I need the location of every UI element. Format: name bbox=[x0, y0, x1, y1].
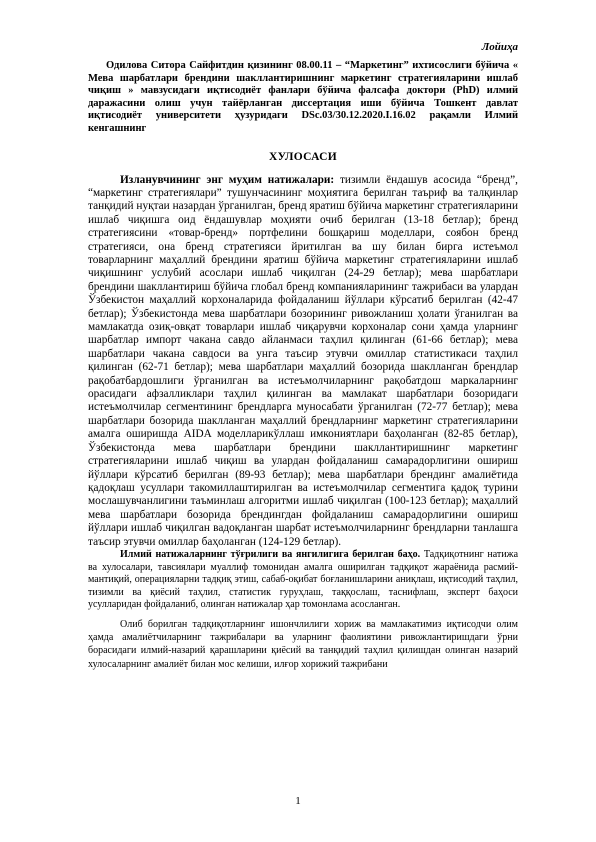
council-intro: Одилова Ситора Сайфитдин қизининг 08.00.11 – “Маркетинг” ихтисослиги бўйича « Мева шарбатлари брендини шакллантиришнинг маркетинг стратегияларини ишлаб чиқиш » мавзусидаги иқтисодиёт фанлари бўйича фалсафа доктори (PhD) илмий даражасини олиш учун тайёрланган диссертация иши бўйича Тошкент давлат иқтисодиёт университети ҳузуридаги DSc.03/30.12.2020.I.16.02 рақамли Илмий кенгашнинг bbox=[88, 60, 518, 134]
section-heading: ХУЛОСАСИ bbox=[269, 150, 337, 163]
assessment-body: Тадқиқотнинг натижа ва хулосалари, тавсиялари муаллиф томонидан амалга оширилган тадқиқот жараёнида расмий-мантиқий, операцияларни тадқиқ этиш, сабаб-оқибат боғланишларини аниқлаш, иқтисодий таҳлил, тизимли ва қиёсий таҳлил, статистик гуруҳлаш, таққослаш, таснифлаш, эксперт баҳоси усулларидан фойдаланиб, олинган натижалар ҳар томонлама асосланган. bbox=[88, 548, 519, 611]
page-content bbox=[88, 40, 518, 671]
assessment-lead: Илмий натижаларнинг тўғрилиги ва янгилигига берилган баҳо. bbox=[120, 548, 421, 560]
page-number: 1 bbox=[295, 795, 301, 807]
key-results-lead: Изланувчининг энг муҳим натижалари: bbox=[120, 173, 335, 186]
reliability-paragraph: Олиб борилган тадқиқотларнинг ишончлилиги хориж ва мамлакатимиз иқтисодчи олим ҳамда амалиётчиларнинг тажрибалари ва уларнинг фаолиятини ривожлантиришдаги ўрни борасидаги илмий-назарий қарашларини қиёсий ва танқидий таҳлил қилишдан олинган назарий хулосаларнинг амалиёт билан мос келиши, илғор хорижий тажрибани bbox=[88, 618, 518, 670]
assessment-paragraph bbox=[88, 549, 518, 612]
key-results-paragraph bbox=[88, 174, 518, 549]
draft-label: Лойиҳа bbox=[481, 41, 518, 53]
key-results-body: тизимли ёндашув асосида “бренд”, “маркетинг стратегиялари” тушунчасининг моҳиятига берилган таъриф ва талқинлар танқидий нуқтаи назардан ўрганилган, бренд яратиш бўйича маркетинг стратегияларини ишлаб чиқишга оид ёндашувлар моҳияти очиб берилган (13-18 бетлар); бренд стратегиясини «товар-бренд» портфелини бошқариш моделлари, соябон бренд стратегияси, она бренд стратегияси йритилган ва шу билан бирга истеъмол товарларнинг маҳаллий брендини яратиш бўйича маркетинг стратегияларини ишлаб чиқишнинг услубий асослари ишлаб чиқилган (24-29 бетлар); мева шарбатлари брендини шакллантириш бўйича глобал бренд компанияларининг тажрибаси ва улардан Ўзбекистон маҳаллий корхоналарида фойдаланиш йўллари кўрсатиб берилган (42-47 бетлар); Ўзбекистонда мева шарбатлари бозорининг ривожланиш ҳолати ўганилган ва мамлакатда озиқ-овқат товарлари ишлаб чиқарувчи корхоналар сони ҳамда уларнинг шарбатлар импорт чакана савдо айланмаси таҳлил қилинган (61-66 бетлар); мева шарбатлари чакана савдоси ва унга таъсир этувчи омиллар статистикаси таҳлил қилинган (62-71 бетлар); мева шарбатлари маҳаллий бозорида шаклланган брендлар рақобатбардошлиги ўрганилган ва истеъмолчиларнинг рақобатдош маркаларнинг орасидаги афзалликлари таҳлил қилинган ва мамлакат шарбатлари бозоридаги истеъмолчилар сегментининг брендларга муносабати ўрганилган (72-77 бетлар); мева шарбатлари бозорида шаклланган маҳаллий брендларнинг маркетинг стратегияларини амалга оширишда AIDA моделларикўллаш имкониятлари баҳоланган (82-85 бетлар), Ўзбекистонда мева шарбатлари брендини шакллантиришнинг маркетинг стратегияларини ишлаб чиқиш ва улардан фойдаланиш самарадорлигини ошириш йўллари кўрсатиб берилган (89-93 бетлар); мева шарбатлари брендинг амалиётида қадоқлаш усуллари такомиллаштирилган ва истеъмолчилар сегментига қадоқ турини мослашувчанлигини таъминлаш алгоритми ишлаб чиқилган (100-123 бетлар); маҳаллий мева шарбатлари бозорида брендингдан фойдаланиш самарадорлигини ошириш йўллари ишлаб чиқилган вадоқланган шарбат истеъмолчиларнинг брендларни танлашга таъсир этувчи омиллар баҳоланган (124-129 бетлар). bbox=[88, 173, 518, 548]
